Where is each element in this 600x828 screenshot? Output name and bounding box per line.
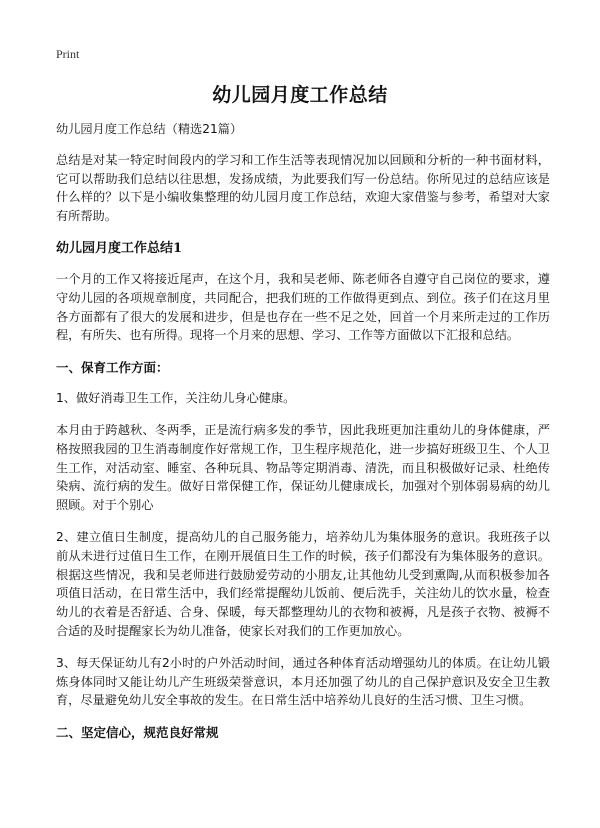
item1-body-paragraph: 本月由于跨越秋、冬两季，正是流行病多发的季节，因此我班更加注重幼儿的身体健康，严格按照我园的卫生消毒制度作好常规工作，卫生程序规范化，进一步搞好班级卫生、个人卫生工作，对活动室、睡室、各种玩具、物品等定期消毒、清洗，而且积极做好记录、杜绝传染病、流行病的发生。做好日常保健工作，保证幼儿健康成长，加强对个别体弱易病的幼儿照顾。对于个别心 <box>56 422 550 513</box>
document-body <box>56 120 550 754</box>
document-subtitle: 幼儿园月度工作总结（精选21篇） <box>56 122 243 136</box>
print-link[interactable]: Print <box>56 47 80 61</box>
item3-paragraph: 3、每天保证幼儿有2小时的户外活动时间，通过各种体育活动增强幼儿的体质。在让幼儿锻炼身体同时又能让幼儿产生班级荣誉意识，本月还加强了幼儿的自己保护意识及安全卫生教育，尽量避免幼儿安全事故的发生。在日常生活中培养幼儿良好的生活习惯、卫生习惯。 <box>56 655 550 708</box>
intro-paragraph: 总结是对某一特定时间段内的学习和工作生活等表现情况加以回顾和分析的一种书面材料，它可以帮助我们总结以往思想，发扬成绩，为此要我们写一份总结。你所见过的总结应该是什么样的？以下是小编收集整理的幼儿园月度工作总结，欢迎大家借鉴与参考，希望对大家有所帮助。 <box>56 152 550 224</box>
item2-paragraph: 2、建立值日生制度，提高幼儿的自己服务能力，培养幼儿为集体服务的意识。我班孩子以前从未进行过值日生工作，在刚开展值日生工作的时候，孩子们都没有为集体服务的意识。根据这些情况，我和吴老师进行鼓励爱劳动的小朋友,让其他幼儿受到熏陶,从而积极参加各项值日活动，在日常生活中，我们经常提醒幼儿饭前、便后洗手，关注幼儿的饮水量，检查幼儿的衣着是否舒适、合身、保暖，每天都整理幼儿的衣物和被褥，凡是孩子衣物、被褥不合适的及时提醒家长为幼儿准备，使家长对我们的工作更加放心。 <box>56 529 550 638</box>
part1-heading: 一、保育工作方面： <box>56 360 169 376</box>
part2-heading: 二、坚定信心，规范良好常规 <box>56 725 219 741</box>
document-title: 幼儿园月度工作总结 <box>212 84 388 106</box>
section-heading-1: 幼儿园月度工作总结1 <box>56 240 183 256</box>
item1-heading: 1、做好消毒卫生工作，关注幼儿身心健康。 <box>56 391 296 406</box>
section1-intro-paragraph: 一个月的工作又将接近尾声，在这个月，我和吴老师、陈老师各自遵守自己岗位的要求，遵守幼儿园的各项规章制度，共同配合，把我们班的工作做得更到点、到位。孩子们在这月里各方面都有了很大的发展和进步，但是也存在一些不足之处，回首一个月来所走过的工作历程，有所失、也有所得。现将一个月来的思想、学习、工作等方面做以下汇报和总结。 <box>56 271 550 343</box>
